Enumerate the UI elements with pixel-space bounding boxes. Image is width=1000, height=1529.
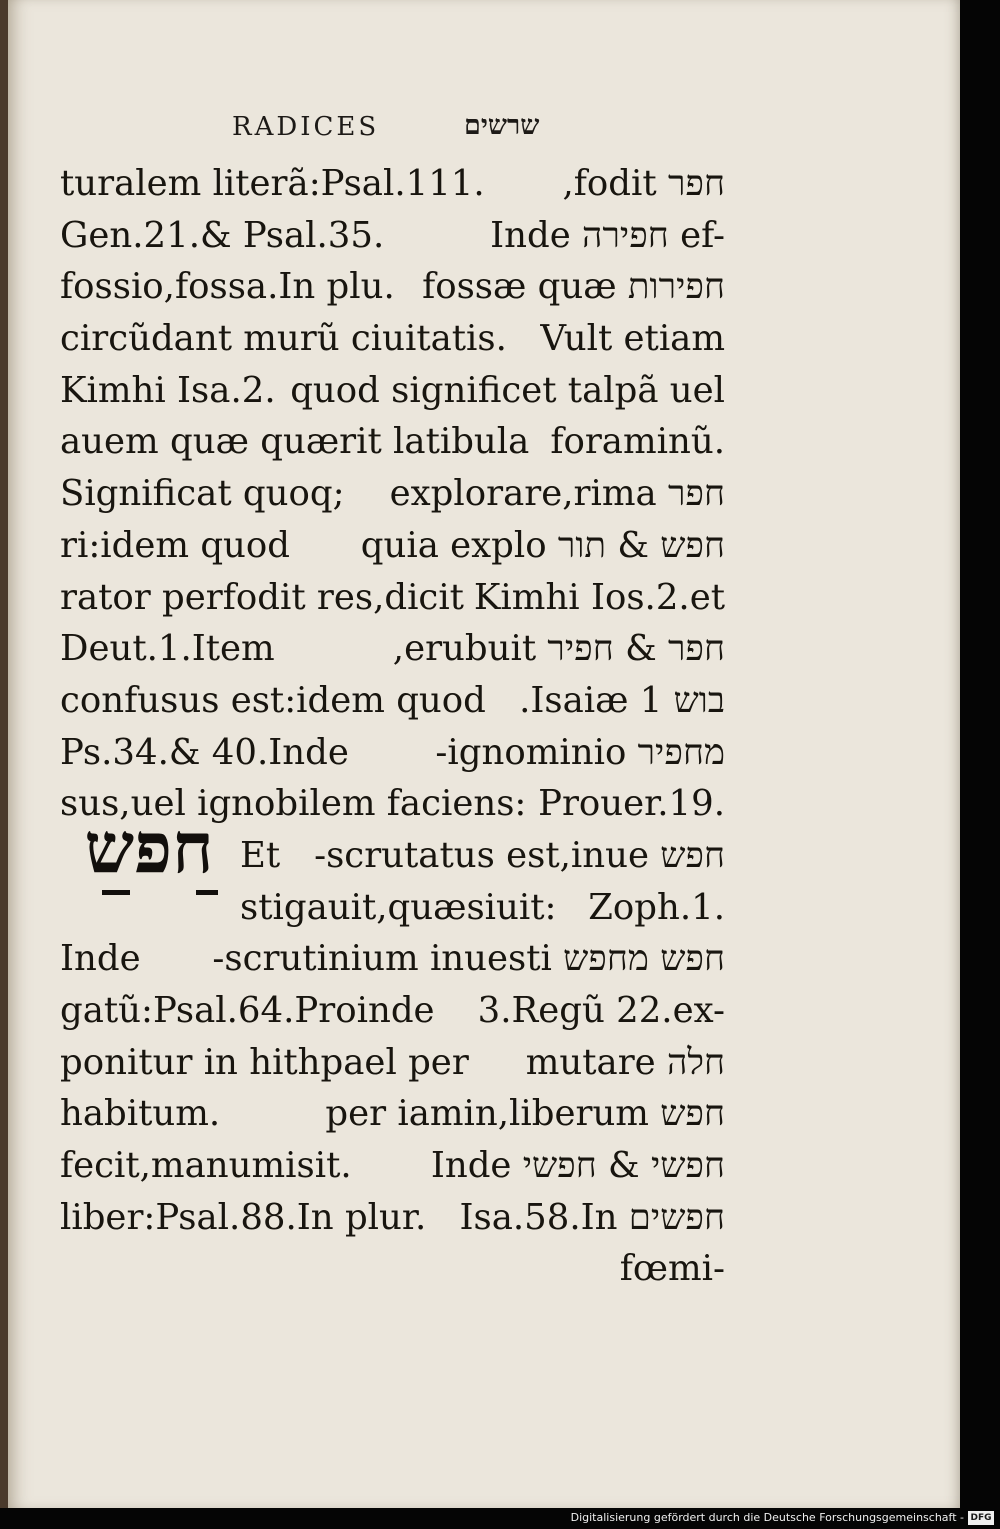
text-line <box>60 261 725 313</box>
text-segment: בוש Isaiæ 1. <box>519 679 725 721</box>
text-line <box>60 158 725 210</box>
credit-text: Digitalisierung gefördert durch die Deutsche Forschungsgemeinschaft - <box>570 1511 964 1524</box>
text-segment: liber:Psal.88.In plur. <box>60 1196 427 1238</box>
text-segment: foraminũ. <box>550 421 725 463</box>
text-segment: Inde חפשי & חפשי <box>430 1145 725 1187</box>
text-line <box>60 727 725 779</box>
text-segment: gatũ:Psal.64.Proinde <box>60 990 435 1031</box>
text-line <box>60 468 725 520</box>
text-line <box>60 985 725 1037</box>
text-line <box>60 1192 725 1244</box>
text-segment: circũdant murũ ciuitatis. <box>60 318 507 360</box>
text-segment: Deut.1.Item <box>60 628 275 670</box>
text-line <box>60 882 725 934</box>
text-segment: confusus est:idem quod <box>60 679 486 721</box>
text-segment: מחפיר ignominio- <box>435 731 725 773</box>
text-segment: חפירות fossæ quæ <box>422 266 725 308</box>
text-segment: חפר explorare,rima <box>389 473 725 515</box>
text-segment: חפש per iamin,liberum <box>325 1093 725 1135</box>
text-segment: ri:idem quod <box>60 524 291 566</box>
entry-initial-word: חפש <box>84 806 214 889</box>
text-line <box>60 778 725 830</box>
text-segment: 3.Regũ 22.ex- <box>477 990 725 1031</box>
text-segment: חפש מחפש scrutinium inuesti- <box>212 938 725 980</box>
dfg-logo: DFG <box>968 1511 994 1525</box>
text-segment: turalem literã:Psal.111. <box>60 163 485 204</box>
text-segment: Inde חפירה ef- <box>490 214 725 256</box>
text-line <box>60 365 725 417</box>
text-segment: חפר & חפיר erubuit, <box>392 628 725 670</box>
running-head-hebrew: שרשים <box>464 110 540 141</box>
text-segment: stigauit,quæsiuit: <box>240 886 557 928</box>
text-line <box>60 210 725 262</box>
text-segment: חפשים Isa.58.In <box>459 1196 725 1238</box>
text-line <box>60 623 725 675</box>
text-line <box>60 675 725 727</box>
text-line <box>60 572 725 624</box>
catchword: fœmi- <box>619 1248 725 1290</box>
text-segment: Vult etiam <box>540 318 725 360</box>
text-segment: חפר fodit, <box>562 163 725 204</box>
text-segment: Inde <box>60 938 141 980</box>
text-line <box>60 1037 725 1089</box>
body-text <box>60 158 725 1295</box>
text-segment: auem quæ quærit latibula <box>60 421 530 463</box>
catchword-line <box>60 1243 725 1295</box>
text-line <box>60 830 725 882</box>
text-segment: habitum. <box>60 1093 221 1135</box>
text-segment: Ps.34.& 40.Inde <box>60 731 349 773</box>
text-segment: חלה mutare <box>525 1041 725 1083</box>
running-head <box>232 108 572 148</box>
text-segment: fossio,fossa.In plu. <box>60 266 395 308</box>
text-segment: ponitur in hithpael per <box>60 1041 469 1083</box>
text-segment: חפש & תור quia explo <box>360 524 725 566</box>
text-segment: חפש scrutatus est,inue- <box>314 834 725 876</box>
text-line <box>60 416 725 468</box>
text-line <box>60 1140 725 1192</box>
text-line <box>60 520 725 572</box>
text-segment: Et <box>240 834 281 876</box>
text-segment: Significat quoq; <box>60 473 345 515</box>
text-segment: sus,uel ignobilem faciens: <box>60 783 527 825</box>
text-segment: Prouer.19. <box>538 783 725 825</box>
text-segment: quod significet talpã uel <box>290 369 725 411</box>
text-line <box>60 933 725 985</box>
text-segment: Zoph.1. <box>588 886 725 928</box>
text-segment: Kimhi Isa.2. <box>60 369 276 411</box>
text-line <box>60 313 725 365</box>
text-line <box>60 1088 725 1140</box>
text-segment: fecit,manumisit. <box>60 1145 352 1187</box>
credit-bar <box>0 1508 1000 1529</box>
text-segment: Kimhi Ios.2.et <box>473 576 725 618</box>
text-segment: Gen.21.& Psal.35. <box>60 214 385 256</box>
running-head-latin: RADICES <box>232 112 380 142</box>
text-segment: rator perfodit res,dicit <box>60 576 464 618</box>
